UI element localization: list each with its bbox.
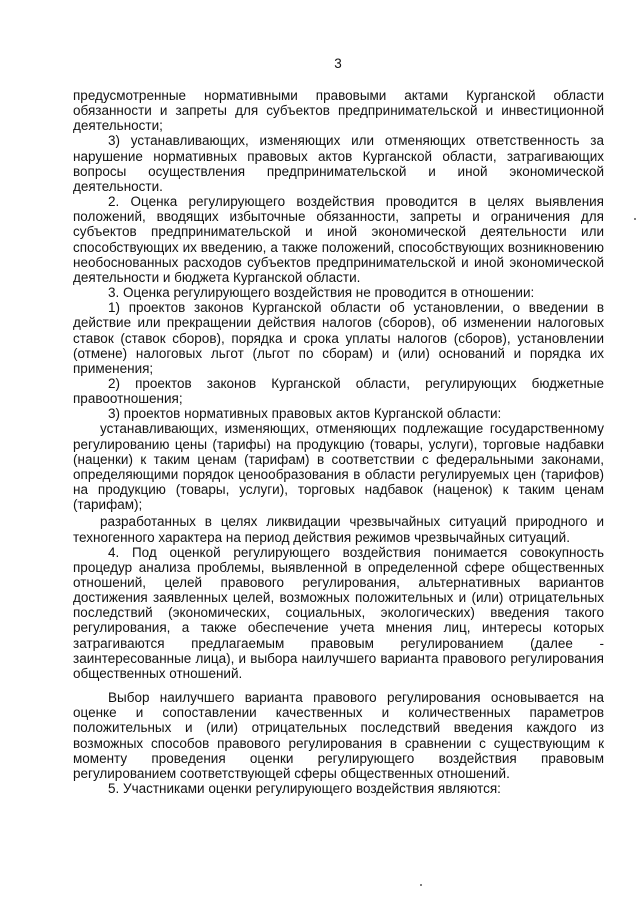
paragraph-item-3-regulatory-acts: 3) проектов нормативных правовых актов Курганской области: bbox=[108, 406, 502, 422]
paragraph-item-2-budget-laws: 2) проектов законов Курганской области, регулирующих бюджетные правоотношения; bbox=[73, 375, 604, 407]
page-number: 3 bbox=[334, 56, 342, 71]
paragraph-price-regulation: устанавливающих, изменяющих, отменяющих подлежащие государственному регулированию цены (тарифы) на продукцию (товары, услуги), торговые надбавки (наценки) к таким ценам (тарифам) в соответствии с федеральными законами, определяющими порядок ценообразования в области регулируемых цен (тарифов) на продукцию (товары, услуги), торговых надбавок (наценок) к таким ценам (тарифам); bbox=[73, 421, 604, 513]
paragraph-section-3: 3. Оценка регулирующего воздействия не проводится в отношении: bbox=[108, 285, 535, 301]
paragraph-section-4: 4. Под оценкой регулирующего воздействия понимается совокупность процедур анализа проблемы, выявленной в определенной сфере общественных отношений, целей правового регулирования, альтернативных вариантов достижения заявленных целей, возможных положительных и (или) отрицательных последствий (экономических, социальных, экологических) введения такого регулирования, а также обеспечение учета мнения лиц, интересы которых затрагиваются предлагаемым правовым регулированием (далее - заинтересованные лица), и выбора наилучшего варианта правового регулирования общественных отношений. bbox=[73, 544, 604, 681]
paragraph-section-5: 5. Участниками оценки регулирующего воздействия являются: bbox=[108, 781, 501, 797]
document-body bbox=[73, 88, 604, 796]
paragraph-section-2: 2. Оценка регулирующего воздействия проводится в целях выявления положений, вводящих избыточные обязанности, запреты и ограничения для субъектов предпринимательской и иной экономической деятельности или способствующих их введению, а также положений, способствующих возникновению необоснованных расходов субъектов предпринимательской и иной экономической деятельности и бюджета Курганской области. bbox=[73, 194, 604, 285]
scan-speck bbox=[634, 218, 636, 220]
paragraph-item-3-liability: 3) устанавливающих, изменяющих или отменяющих ответственность за нарушение нормативных правовых актов Курганской области, затрагивающих вопросы осуществления предпринимательской и иной экономической деятельности. bbox=[73, 133, 604, 194]
paragraph-1-continuation: предусмотренные нормативными правовыми актами Курганской области обязанности и запреты для субъектов предпринимательской и инвестиционной деятельности; bbox=[73, 88, 604, 134]
scan-speck bbox=[420, 884, 422, 886]
paragraph-best-option: Выбор наилучшего варианта правового регулирования основывается на оценке и сопоставлении качественных и количественных параметров положительных и (или) отрицательных последствий введения каждого из возможных способов правового регулирования в сравнении с существующим к моменту проведения оценки регулирующего воздействия правовым регулированием соответствующей сферы общественных отношений. bbox=[73, 690, 604, 781]
paragraph-item-1-tax-laws: 1) проектов законов Курганской области об установлении, о введении в действие или прекращении действия налогов (сборов), об изменении налоговых ставок (ставок сборов), порядка и срока уплаты налогов (сборов), установлении (отмене) налоговых льгот (льгот по сборам) и (или) оснований и порядка их применения; bbox=[73, 300, 604, 376]
paragraph-emergency: разработанных в целях ликвидации чрезвычайных ситуаций природного и техногенного характера на период действия режимов чрезвычайных ситуаций. bbox=[73, 514, 604, 545]
